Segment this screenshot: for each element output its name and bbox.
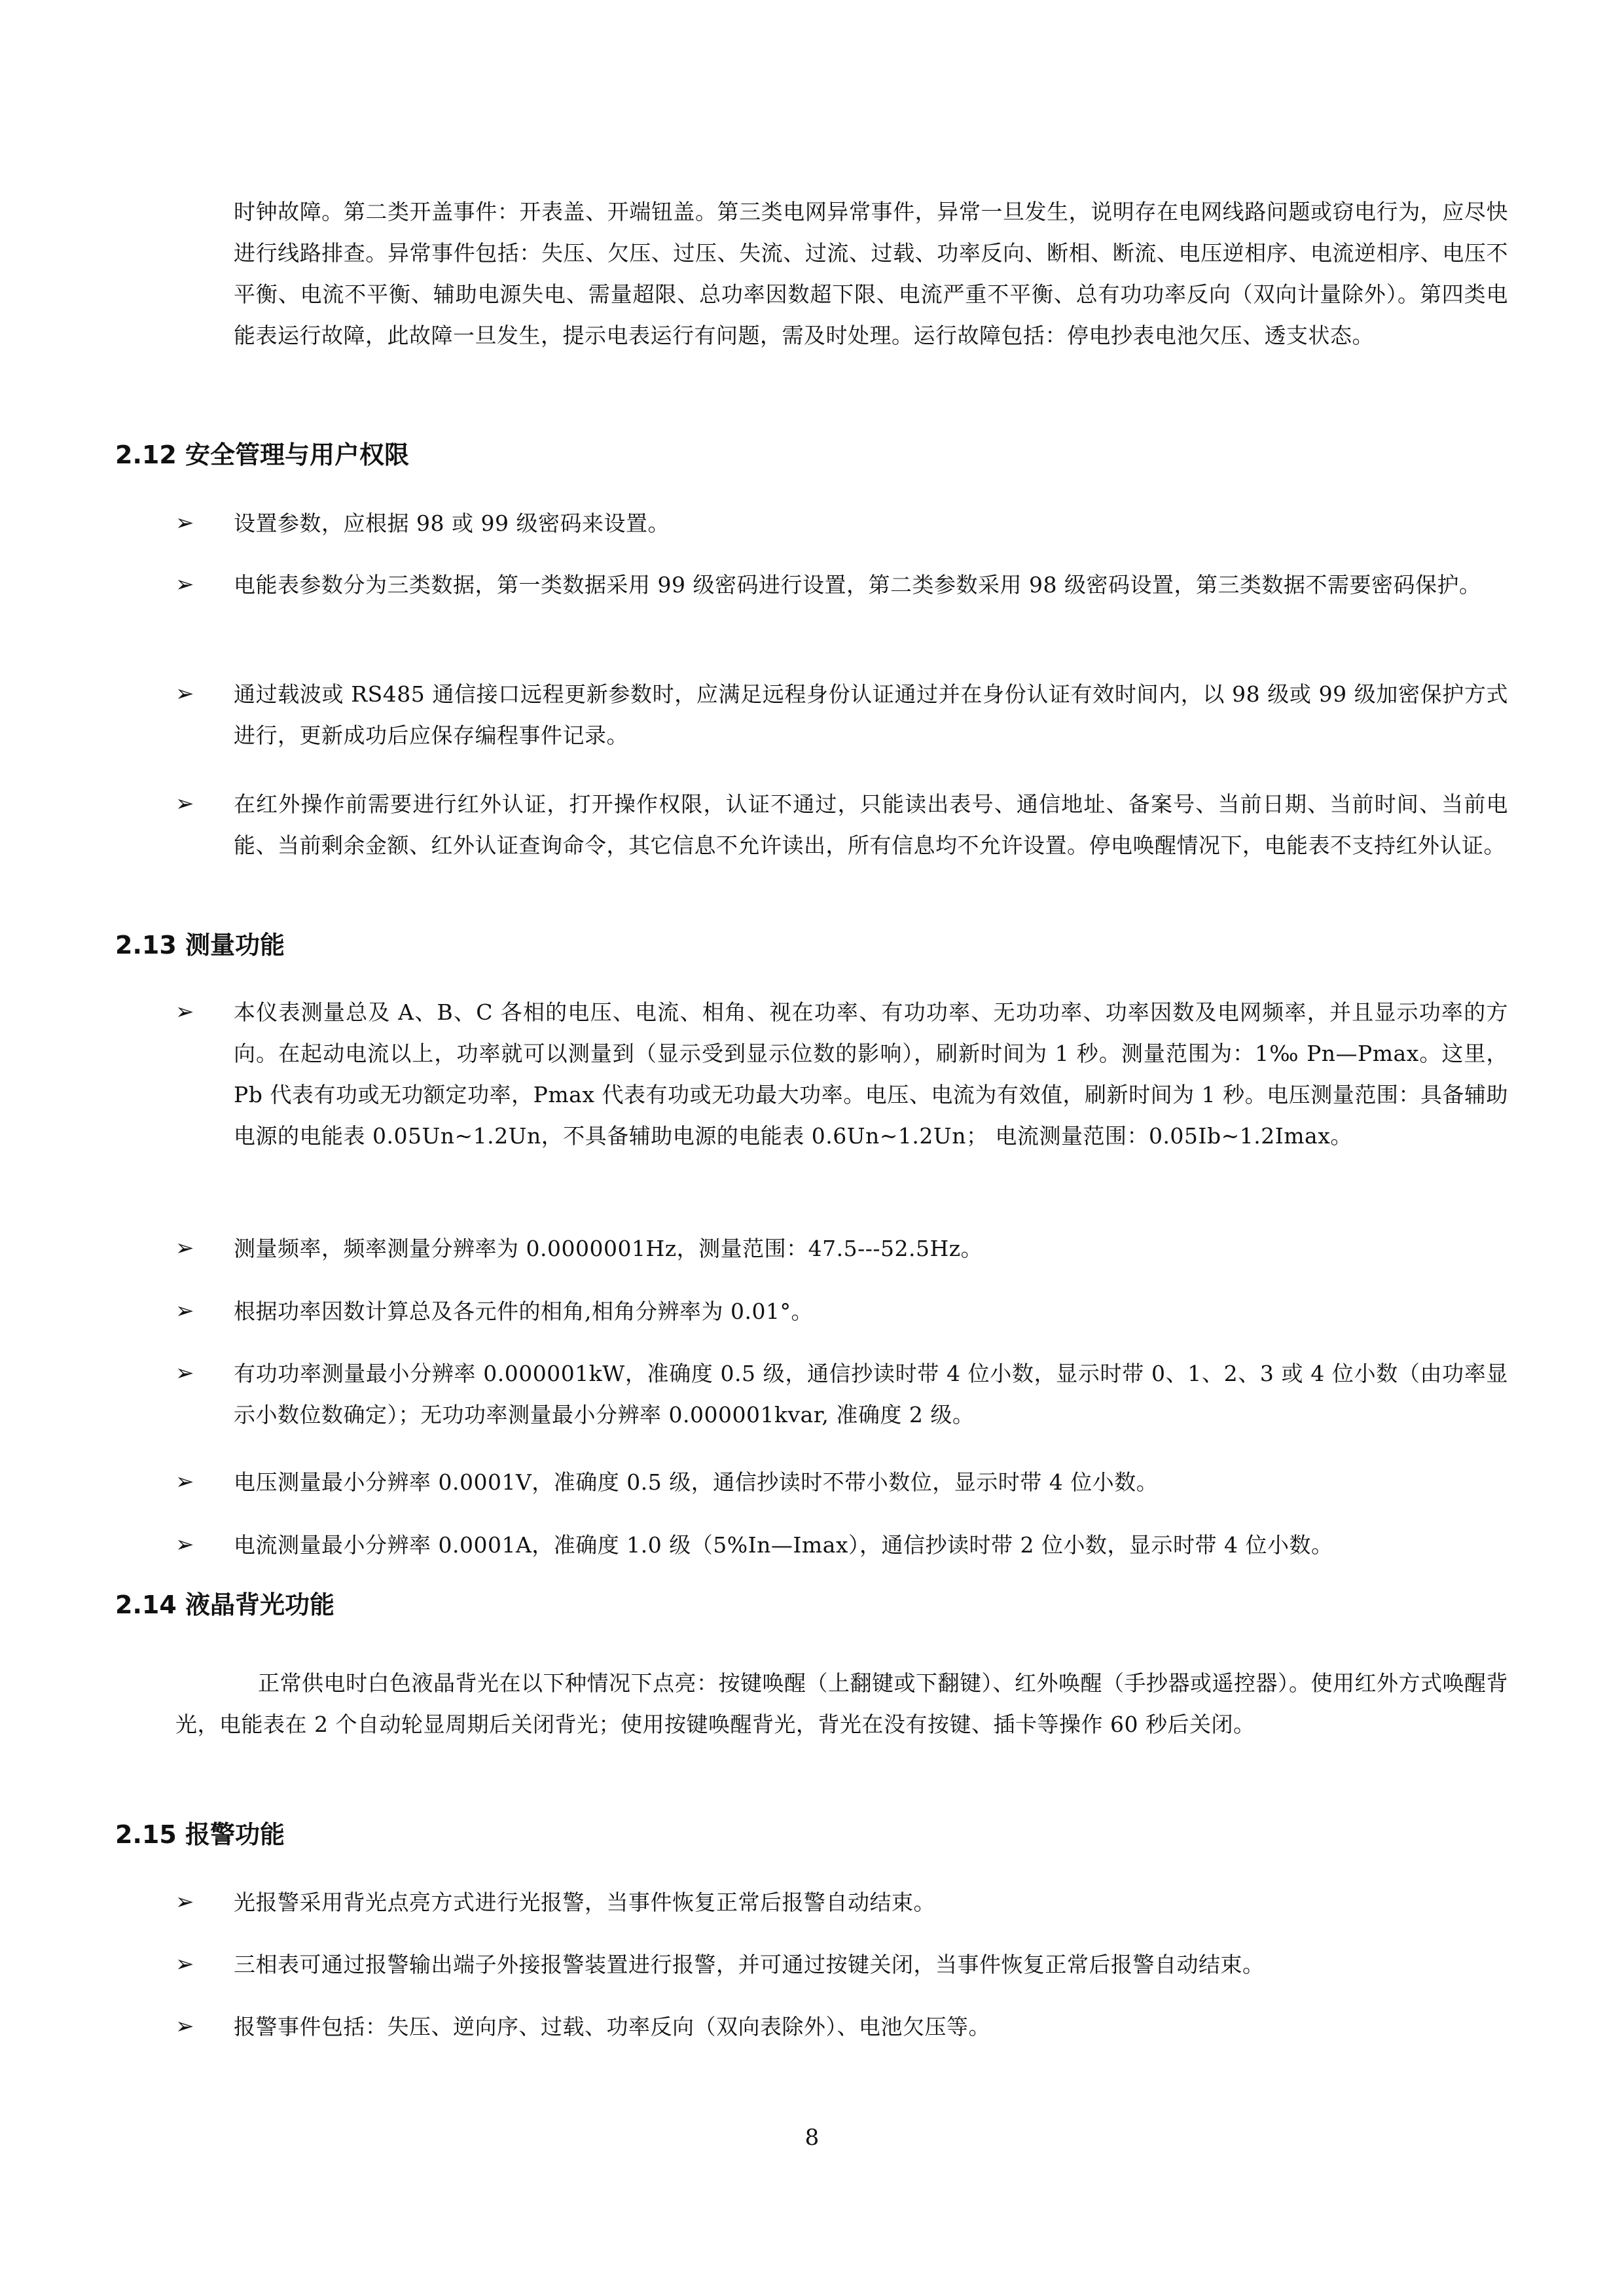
list-item-text: 通过载波或 RS485 通信接口远程更新参数时，应满足远程身份认证通过并在身份认证有效时间内，以 98 级或 99 级加密保护方式进行，更新成功后应保存编程事件记录。: [234, 681, 1508, 748]
bullet-arrow-icon: ➢: [175, 1298, 194, 1324]
bullet-arrow-icon: ➢: [175, 681, 194, 707]
list-item-text: 本仪表测量总及 A、B、C 各相的电压、电流、相角、视在功率、有功功率、无功功率、功率因数及电网频率，并且显示功率的方向。在起动电流以上，功率就可以测量到（显示受到显示位数的影响），刷新时间为 1 秒。测量范围为：1‰ Pn—Pmax。这里，Pb 代表有功或无功额定功率，Pmax 代表有功或无功最大功率。电压、电流为有效值，刷新时间为 1 秒。电压测量范围：具备辅助电源的电能表 0.05Un~1.2Un，不具备辅助电源的电能表 0.6Un~1.2Un； 电流测量范围：0.05Ib~1.2Imax。: [234, 999, 1508, 1149]
bullet-arrow-icon: ➢: [175, 510, 194, 536]
list-item: [175, 1228, 1508, 1269]
bullet-arrow-icon: ➢: [175, 1235, 194, 1261]
bullet-arrow-icon: ➢: [175, 1360, 194, 1386]
list-item-text: 报警事件包括：失压、逆向序、过载、功率反向（双向表除外）、电池欠压等。: [234, 2014, 990, 2039]
list-item: [175, 1353, 1508, 1435]
intro-paragraph: 时钟故障。第二类开盖事件：开表盖、开端钮盖。第三类电网异常事件，异常一旦发生，说明存在电网线路问题或窃电行为，应尽快进行线路排查。异常事件包括：失压、欠压、过压、失流、过流、过载、功率反向、断相、断流、电压逆相序、电流逆相序、电压不平衡、电流不平衡、辅助电源失电、需量超限、总功率因数超下限、电流严重不平衡、总有功功率反向（双向计量除外）。第四类电能表运行故障，此故障一旦发生，提示电表运行有问题，需及时处理。运行故障包括：停电抄表电池欠压、透支状态。: [234, 199, 1508, 348]
list-item-text: 电能表参数分为三类数据，第一类数据采用 99 级密码进行设置，第二类参数采用 98 级密码设置，第三类数据不需要密码保护。: [234, 572, 1481, 598]
bullet-arrow-icon: ➢: [175, 1951, 194, 1977]
list-item: [175, 1462, 1508, 1503]
list-item-text: 电流测量最小分辨率 0.0001A，准确度 1.0 级（5%In—Imax），通信抄读时带 2 位小数，显示时带 4 位小数。: [234, 1532, 1333, 1558]
list-item-text: 设置参数，应根据 98 或 99 级密码来设置。: [234, 511, 670, 536]
list-item: [175, 673, 1508, 756]
list-item-text: 在红外操作前需要进行红外认证，打开操作权限，认证不通过，只能读出表号、通信地址、备案号、当前日期、当前时间、当前电能、当前剩余金额、红外认证查询命令，其它信息不允许读出，所有信息均不允许设置。停电唤醒情况下，电能表不支持红外认证。: [234, 791, 1508, 858]
bullet-arrow-icon: ➢: [175, 999, 194, 1025]
section-heading-2-13: 2.13 测量功能: [115, 931, 285, 960]
list-item: [175, 1882, 1508, 1923]
list-item: [175, 2006, 1508, 2047]
list-item: [175, 503, 1508, 544]
bullet-arrow-icon: ➢: [175, 2013, 194, 2039]
page-number: 8: [804, 2125, 820, 2151]
section-heading-2-12: 2.12 安全管理与用户权限: [115, 440, 409, 469]
bullet-arrow-icon: ➢: [175, 571, 194, 598]
bullet-arrow-icon: ➢: [175, 1889, 194, 1915]
list-item: [175, 1524, 1508, 1566]
bullet-arrow-icon: ➢: [175, 791, 194, 817]
list-item: [175, 1944, 1508, 1985]
list-item: [175, 1291, 1508, 1332]
section-heading-2-15: 2.15 报警功能: [115, 1820, 285, 1849]
list-item: [175, 783, 1508, 866]
list-item-text: 电压测量最小分辨率 0.0001V，准确度 0.5 级，通信抄读时不带小数位，显示时带 4 位小数。: [234, 1469, 1159, 1495]
section-paragraph: 正常供电时白色液晶背光在以下种情况下点亮：按键唤醒（上翻键或下翻键）、红外唤醒（手抄器或遥控器）。使用红外方式唤醒背光，电能表在 2 个自动轮显周期后关闭背光；使用按键唤醒背光，背光在没有按键、插卡等操作 60 秒后关闭。: [175, 1670, 1508, 1737]
list-item-text: 三相表可通过报警输出端子外接报警装置进行报警，并可通过按键关闭，当事件恢复正常后报警自动结束。: [234, 1952, 1265, 1977]
list-item: [175, 992, 1508, 1157]
list-item-text: 有功功率测量最小分辨率 0.000001kW，准确度 0.5 级，通信抄读时带 4 位小数，显示时带 0、1、2、3 或 4 位小数（由功率显示小数位数确定）；无功功率测量最小分辨率 0.000001kvar, 准确度 2 级。: [234, 1361, 1508, 1427]
list-item-text: 测量频率，频率测量分辨率为 0.0000001Hz，测量范围：47.5---52.5Hz。: [234, 1236, 983, 1261]
bullet-arrow-icon: ➢: [175, 1532, 194, 1558]
list-item: [175, 564, 1508, 605]
list-item-text: 光报警采用背光点亮方式进行光报警，当事件恢复正常后报警自动结束。: [234, 1890, 935, 1915]
list-item-text: 根据功率因数计算总及各元件的相角,相角分辨率为 0.01°。: [234, 1299, 813, 1324]
bullet-arrow-icon: ➢: [175, 1469, 194, 1495]
section-heading-2-14: 2.14 液晶背光功能: [115, 1590, 334, 1619]
